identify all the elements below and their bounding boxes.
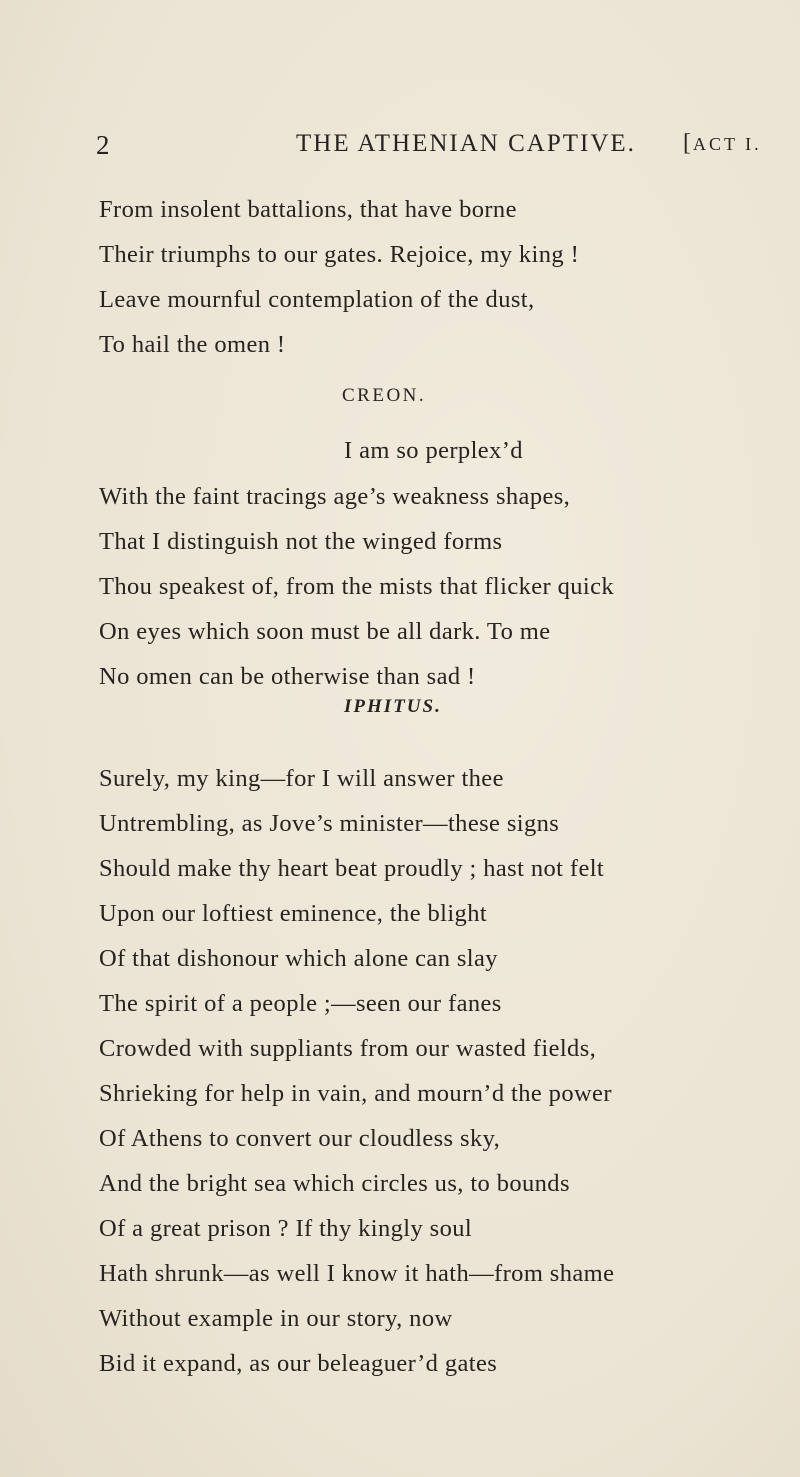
speaker-name-iphitus: IPHITUS. bbox=[344, 696, 442, 717]
verse-line: Their triumphs to our gates. Rejoice, my king ! bbox=[99, 241, 580, 268]
verse-line: Thou speakest of, from the mists that flicker quick bbox=[99, 573, 615, 600]
verse-line-indented: I am so perplex’d bbox=[344, 437, 523, 464]
verse-line: That I distinguish not the winged forms bbox=[99, 528, 503, 555]
verse-line: To hail the omen ! bbox=[99, 331, 286, 358]
verse-line: The spirit of a people ;—seen our fanes bbox=[99, 990, 502, 1017]
act-bracket: [ bbox=[683, 130, 693, 156]
verse-line: Crowded with suppliants from our wasted fields, bbox=[99, 1035, 597, 1062]
verse-line: Bid it expand, as our beleaguer’d gates bbox=[99, 1350, 498, 1377]
verse-line: No omen can be otherwise than sad ! bbox=[99, 663, 476, 690]
verse-line: Of a great prison ? If thy kingly soul bbox=[99, 1215, 473, 1242]
verse-line: From insolent battalions, that have borne bbox=[99, 196, 517, 223]
act-marker bbox=[683, 130, 762, 157]
verse-line: Of Athens to convert our cloudless sky, bbox=[99, 1125, 501, 1152]
verse-line: And the bright sea which circles us, to bounds bbox=[99, 1170, 570, 1197]
verse-line: Leave mournful contemplation of the dust, bbox=[99, 286, 535, 313]
verse-passage-1 bbox=[99, 187, 759, 367]
speaker-name-creon: CREON. bbox=[342, 385, 427, 406]
verse-line: Upon our loftiest eminence, the blight bbox=[99, 900, 488, 927]
verse-line: Of that dishonour which alone can slay bbox=[99, 945, 498, 972]
running-title: THE ATHENIAN CAPTIVE. bbox=[296, 130, 636, 157]
verse-line: Hath shrunk—as well I know it hath—from shame bbox=[99, 1260, 615, 1287]
verse-line: With the faint tracings age’s weakness shapes, bbox=[99, 483, 571, 510]
verse-passage-2 bbox=[99, 474, 759, 699]
verse-passage-3 bbox=[99, 756, 759, 1386]
act-label: ACT I. bbox=[693, 134, 762, 154]
verse-line: Without example in our story, now bbox=[99, 1305, 453, 1332]
verse-line: Surely, my king—for I will answer thee bbox=[99, 765, 504, 792]
verse-line: Shrieking for help in vain, and mourn’d the power bbox=[99, 1080, 612, 1107]
page-header bbox=[0, 130, 800, 170]
verse-line: On eyes which soon must be all dark. To me bbox=[99, 618, 551, 645]
verse-line: Untrembling, as Jove’s minister—these signs bbox=[99, 810, 560, 837]
page-number: 2 bbox=[96, 130, 110, 160]
verse-line: Should make thy heart beat proudly ; hast not felt bbox=[99, 855, 605, 882]
